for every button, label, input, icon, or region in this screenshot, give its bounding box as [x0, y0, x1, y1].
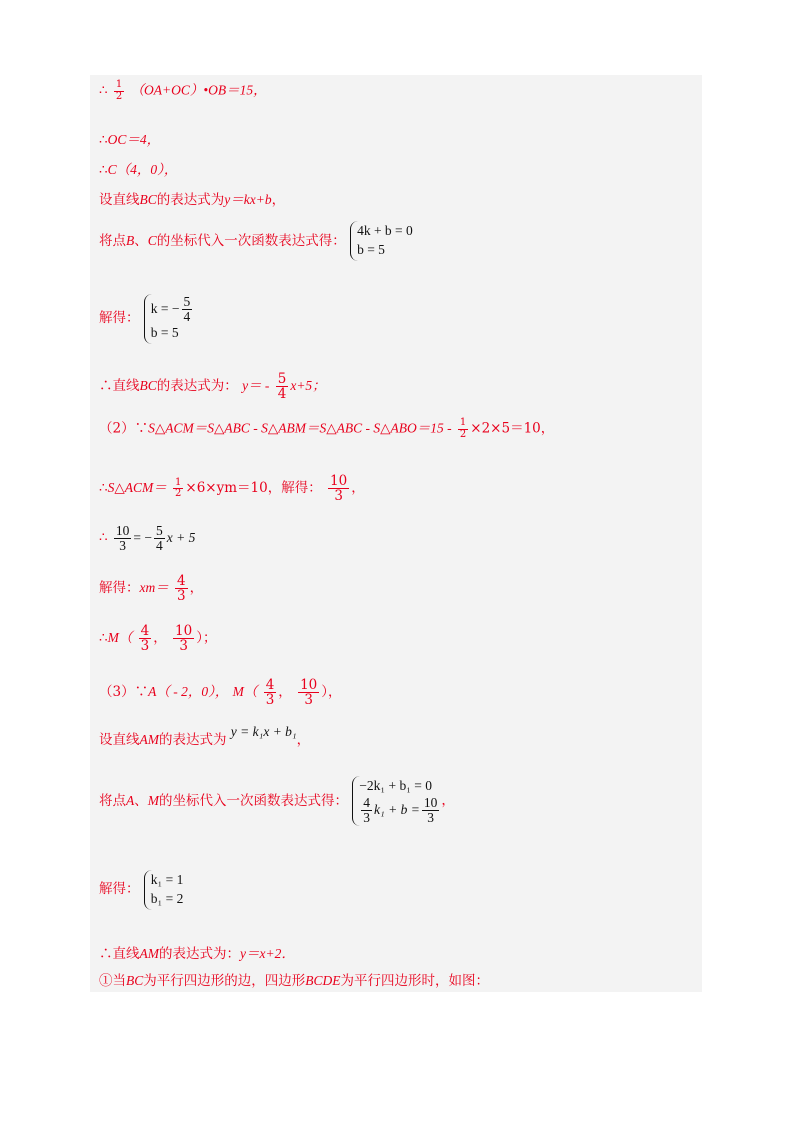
- am-result: y＝x+2．: [240, 946, 295, 961]
- fraction-five-fourths: $\frac{5}{4}$: [277, 371, 287, 403]
- fraction-ym: $\frac{10}{3}$: [330, 473, 348, 505]
- line-solve-bc: 解得： k = − $\frac{5}{4}$ b = 5: [99, 294, 194, 344]
- point-a: A（ - 2，0），: [148, 684, 229, 700]
- line-solve-am: 解得： k₁ = 1 b₁ = 2: [99, 870, 183, 910]
- line-part2-area: （2）∵S△ACM＝S△ABC - S△ABM＝S△ABC - S△ABO＝15 - $\frac{1}{2}$ ×2×5＝10，: [99, 417, 555, 440]
- line-substitute-bc: 将点B、C的坐标代入一次函数表达式得： 4k + b = 0 b = 5: [99, 221, 413, 261]
- line-xm: 解得：xm＝ $\frac{4}{3}$ ，: [99, 573, 204, 605]
- line-acm-area: ∴S△ACM＝ $\frac{1}{2}$ ×6×ym＝10，解得： $\frac{10}{3}$ ，: [99, 473, 365, 505]
- fraction-xm: $\frac{4}{3}$: [177, 573, 186, 605]
- area-difference: S△ACM＝S△ABC - S△ABM＝S△ABC - S△ABO＝15 -: [148, 420, 452, 436]
- solution-system-bc: k = − $\frac{5}{4}$ b = 5: [144, 294, 194, 344]
- equation-system-bc: 4k + b = 0 b = 5: [350, 221, 413, 261]
- bc-general-form: y＝kx+b: [224, 192, 272, 207]
- line-point-m: ∴M（ $\frac{4}{3}$ ， $\frac{10}{3}$ ）；: [99, 623, 217, 655]
- line-part3-points: （3）∵A（ - 2，0）， M（ $\frac{4}{3}$ ， $\frac{10}{3}$ ），: [99, 677, 342, 709]
- line-case-parallelogram: ①当BC为平行四边形的边，四边形BCDE为平行四边形时，如图：: [99, 973, 490, 989]
- bc-result: x+5；: [290, 378, 326, 394]
- solution-system-am: k₁ = 1 b₁ = 2: [144, 870, 184, 910]
- line-bc-result: ∴直线BC的表达式为： y＝ - $\frac{5}{4}$ x+5；: [99, 371, 326, 403]
- line-substitute-am: 将点A、M的坐标代入一次函数表达式得： −2k₁ + b₁ = 0 $\frac{4}{3}$ k₁ + b = $\frac{10}{3}$ ，: [99, 778, 455, 826]
- line-point-c: ∴C（4，0），: [99, 162, 178, 178]
- oc-value: OC＝4，: [107, 132, 161, 147]
- fraction-half: $\frac{1}{2}$: [115, 79, 123, 102]
- line-set-am: 设直线AM的表达式为 y = k₁x + b₁，: [99, 724, 311, 748]
- line-area-formula: [99, 80, 267, 102]
- equation-system-am: −2k₁ + b₁ = 0 $\frac{4}{3}$ k₁ + b = $\frac{10}{3}$: [352, 776, 441, 826]
- therefore-symbol: ∴: [99, 82, 108, 99]
- point-c: C（4，0），: [107, 162, 178, 177]
- line-set-bc: 设直线BC的表达式为y＝kx+b，: [99, 192, 286, 208]
- line-ym-equation: ∴ $\frac{10}{3}$ = − $\frac{5}{4}$ x + 5: [99, 523, 196, 554]
- line-oc: ∴OC＝4，: [99, 132, 161, 148]
- area-equation: （OA+OC）•OB＝15，: [130, 82, 267, 98]
- am-general-form: y = k₁x + b₁: [230, 724, 297, 739]
- line-am-result: ∴直线AM的表达式为：y＝x+2．: [99, 946, 295, 962]
